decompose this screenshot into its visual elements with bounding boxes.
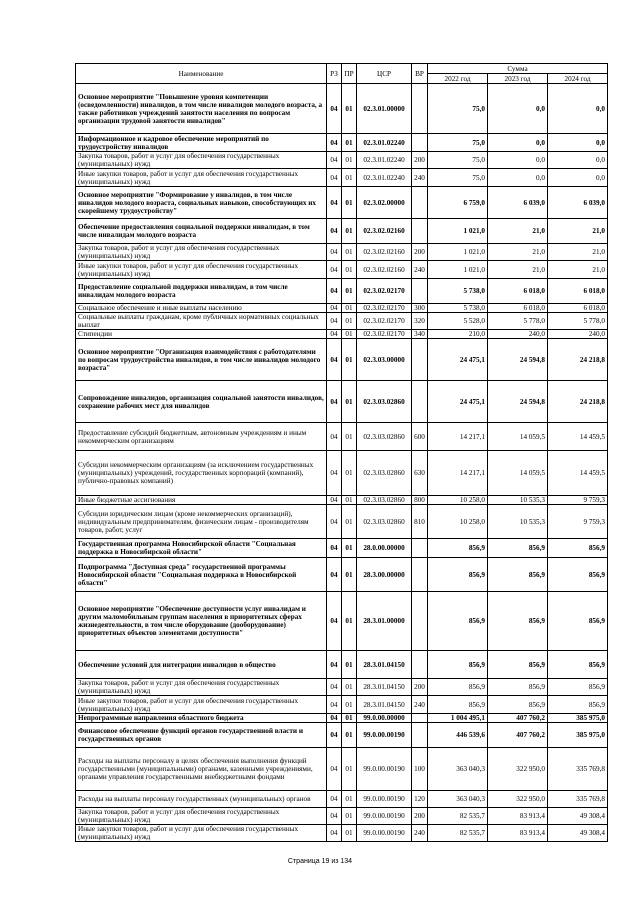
cell-pr: 01: [342, 451, 357, 496]
cell-rz: 04: [327, 187, 342, 219]
cell-vr: [412, 219, 428, 244]
cell-amount-2022: 210,0: [428, 330, 488, 339]
cell-vr: 200: [412, 679, 428, 696]
cell-amount-2024: 9 759,3: [548, 505, 608, 539]
page-number: Страница 19 из 134: [287, 858, 353, 865]
cell-csr: 02.3.03.02860: [357, 505, 412, 539]
cell-amount-2022: 363 040,3: [428, 748, 488, 791]
cell-amount-2023: 856,9: [488, 558, 548, 592]
cell-amount-2024: 49 308,4: [548, 825, 608, 842]
cell-name: Обеспечение предоставления социальной поддержки инвалидам, в том числе инвалидам молодого возраста: [76, 219, 327, 244]
cell-pr: 01: [342, 169, 357, 187]
cell-amount-2024: 0,0: [548, 169, 608, 187]
cell-vr: 800: [412, 496, 428, 505]
cell-amount-2023: 322 950,0: [488, 791, 548, 808]
table-row: [76, 313, 608, 330]
cell-amount-2023: 856,9: [488, 592, 548, 651]
cell-name: Иные закупки товаров, работ и услуг для обеспечения государственных (муниципальных) нужд: [76, 261, 327, 279]
cell-amount-2023: 856,9: [488, 696, 548, 714]
cell-rz: 04: [327, 651, 342, 679]
cell-name: Социальные выплаты гражданам, кроме публичных нормативных социальных выплат: [76, 313, 327, 330]
cell-csr: 28.3.00.00000: [357, 558, 412, 592]
cell-amount-2024: 856,9: [548, 592, 608, 651]
cell-csr: 99.0.00.00190: [357, 723, 412, 748]
cell-vr: 100: [412, 748, 428, 791]
cell-rz: 04: [327, 748, 342, 791]
cell-amount-2022: 14 217,1: [428, 423, 488, 451]
table-row: [76, 381, 608, 423]
cell-name: Расходы на выплаты персоналу государственных (муниципальных) органов: [76, 791, 327, 808]
cell-vr: 200: [412, 152, 428, 169]
cell-pr: 01: [342, 279, 357, 304]
cell-amount-2022: 75,0: [428, 84, 488, 134]
table-row: [76, 714, 608, 723]
cell-vr: [412, 187, 428, 219]
cell-amount-2024: 0,0: [548, 152, 608, 169]
cell-pr: 01: [342, 152, 357, 169]
cell-rz: 04: [327, 679, 342, 696]
cell-amount-2023: 24 594,8: [488, 381, 548, 423]
cell-csr: 99.0.00.00190: [357, 748, 412, 791]
cell-pr: 01: [342, 558, 357, 592]
cell-pr: 01: [342, 313, 357, 330]
cell-amount-2022: 10 258,0: [428, 496, 488, 505]
cell-amount-2022: 75,0: [428, 134, 488, 152]
cell-amount-2024: 9 759,3: [548, 496, 608, 505]
cell-vr: [412, 381, 428, 423]
cell-amount-2022: 1 021,0: [428, 244, 488, 261]
cell-csr: 02.3.01.02240: [357, 169, 412, 187]
cell-pr: 01: [342, 496, 357, 505]
cell-csr: 28.3.01.04150: [357, 679, 412, 696]
header-rz: РЗ: [327, 64, 342, 84]
cell-csr: 28.3.01.00000: [357, 592, 412, 651]
cell-csr: 02.3.03.02860: [357, 451, 412, 496]
cell-csr: 99.0.00.00190: [357, 791, 412, 808]
cell-amount-2022: 24 475,1: [428, 381, 488, 423]
cell-amount-2024: 6 039,0: [548, 187, 608, 219]
cell-amount-2024: 856,9: [548, 651, 608, 679]
cell-amount-2022: 856,9: [428, 679, 488, 696]
cell-pr: 01: [342, 244, 357, 261]
cell-csr: 99.0.00.00190: [357, 825, 412, 842]
cell-amount-2023: 856,9: [488, 679, 548, 696]
cell-amount-2024: 240,0: [548, 330, 608, 339]
cell-amount-2024: 21,0: [548, 261, 608, 279]
cell-amount-2024: 21,0: [548, 219, 608, 244]
cell-name: Подпрограмма "Доступная среда" государственной программы Новосибирской области "Социальная поддержка в Новосибирской области": [76, 558, 327, 592]
cell-csr: 02.3.03.00000: [357, 339, 412, 381]
cell-amount-2022: 446 539,6: [428, 723, 488, 748]
cell-pr: 01: [342, 808, 357, 825]
header-year-2023: 2023 год: [488, 74, 548, 84]
cell-csr: 02.3.02.00000: [357, 187, 412, 219]
header-sum: Сумма: [428, 64, 608, 74]
cell-amount-2022: 82 535,7: [428, 825, 488, 842]
cell-vr: 240: [412, 825, 428, 842]
table-row: [76, 723, 608, 748]
cell-vr: 240: [412, 261, 428, 279]
cell-vr: 200: [412, 808, 428, 825]
cell-pr: 01: [342, 539, 357, 558]
cell-amount-2022: 856,9: [428, 539, 488, 558]
cell-amount-2023: 21,0: [488, 244, 548, 261]
cell-rz: 04: [327, 496, 342, 505]
cell-amount-2024: 856,9: [548, 558, 608, 592]
cell-name: Иные закупки товаров, работ и услуг для обеспечения государственных (муниципальных) нужд: [76, 696, 327, 714]
cell-csr: 28.0.00.00000: [357, 539, 412, 558]
cell-rz: 04: [327, 696, 342, 714]
cell-amount-2023: 21,0: [488, 261, 548, 279]
cell-amount-2023: 856,9: [488, 539, 548, 558]
cell-amount-2022: 1 004 495,1: [428, 714, 488, 723]
cell-rz: 04: [327, 714, 342, 723]
cell-vr: [412, 339, 428, 381]
cell-amount-2022: 82 535,7: [428, 808, 488, 825]
table-row: [76, 423, 608, 451]
cell-pr: 01: [342, 505, 357, 539]
cell-vr: 340: [412, 330, 428, 339]
cell-amount-2022: 5 528,0: [428, 313, 488, 330]
cell-name: Иные закупки товаров, работ и услуг для обеспечения государственных (муниципальных) нужд: [76, 825, 327, 842]
cell-amount-2022: 6 759,0: [428, 187, 488, 219]
cell-amount-2024: 14 459,5: [548, 423, 608, 451]
cell-amount-2022: 1 021,0: [428, 261, 488, 279]
cell-pr: 01: [342, 592, 357, 651]
cell-rz: 04: [327, 791, 342, 808]
header-vr: ВР: [412, 64, 428, 84]
cell-amount-2023: 83 913,4: [488, 825, 548, 842]
cell-amount-2023: 407 760,2: [488, 714, 548, 723]
cell-amount-2022: 856,9: [428, 592, 488, 651]
cell-name: Иные закупки товаров, работ и услуг для обеспечения государственных (муниципальных) нужд: [76, 169, 327, 187]
cell-amount-2023: 856,9: [488, 651, 548, 679]
table-row: [76, 451, 608, 496]
cell-name: Иные бюджетные ассигнования: [76, 496, 327, 505]
cell-amount-2022: 14 217,1: [428, 451, 488, 496]
cell-rz: 04: [327, 134, 342, 152]
header-year-2022: 2022 год: [428, 74, 488, 84]
cell-amount-2023: 5 778,0: [488, 313, 548, 330]
cell-pr: 01: [342, 187, 357, 219]
cell-rz: 04: [327, 244, 342, 261]
cell-amount-2023: 6 039,0: [488, 187, 548, 219]
cell-amount-2023: 0,0: [488, 169, 548, 187]
cell-pr: 01: [342, 679, 357, 696]
cell-amount-2022: 363 040,3: [428, 791, 488, 808]
table-row: [76, 304, 608, 313]
cell-amount-2024: 856,9: [548, 539, 608, 558]
cell-name: Расходы на выплаты персоналу в целях обеспечения выполнения функций государственными (муниципальными) органами, казенными учреждениями, органами управления государственными внебюджетными фондами: [76, 748, 327, 791]
cell-name: Стипендии: [76, 330, 327, 339]
cell-rz: 04: [327, 219, 342, 244]
cell-rz: 04: [327, 423, 342, 451]
cell-amount-2023: 322 950,0: [488, 748, 548, 791]
cell-name: Непрограммные направления областного бюджета: [76, 714, 327, 723]
cell-pr: 01: [342, 261, 357, 279]
table-row: [76, 244, 608, 261]
cell-amount-2023: 6 018,0: [488, 304, 548, 313]
cell-name: Предоставление субсидий бюджетным, автономным учреждениям и иным некоммерческим организациям: [76, 423, 327, 451]
table-row: [76, 219, 608, 244]
cell-amount-2022: 75,0: [428, 152, 488, 169]
cell-amount-2023: 0,0: [488, 152, 548, 169]
table-row: [76, 169, 608, 187]
cell-rz: 04: [327, 808, 342, 825]
table-row: [76, 261, 608, 279]
cell-rz: 04: [327, 723, 342, 748]
table-row: [76, 279, 608, 304]
cell-amount-2024: 856,9: [548, 679, 608, 696]
cell-amount-2024: 335 769,8: [548, 748, 608, 791]
cell-amount-2024: 385 975,0: [548, 714, 608, 723]
cell-amount-2023: 407 760,2: [488, 723, 548, 748]
cell-csr: 02.3.02.02160: [357, 219, 412, 244]
table-row: [76, 808, 608, 825]
cell-pr: 01: [342, 134, 357, 152]
cell-pr: 01: [342, 84, 357, 134]
cell-csr: 99.0.00.00000: [357, 714, 412, 723]
cell-amount-2022: 10 258,0: [428, 505, 488, 539]
cell-rz: 04: [327, 304, 342, 313]
cell-amount-2023: 21,0: [488, 219, 548, 244]
table-row: [76, 825, 608, 842]
table-row: [76, 696, 608, 714]
cell-amount-2023: 10 535,3: [488, 505, 548, 539]
cell-name: Сопровождение инвалидов, организация социальной занятости инвалидов, сохранение рабочих мест для инвалидов: [76, 381, 327, 423]
cell-csr: 28.3.01.04150: [357, 651, 412, 679]
cell-rz: 04: [327, 261, 342, 279]
cell-rz: 04: [327, 84, 342, 134]
cell-csr: 02.3.02.02160: [357, 244, 412, 261]
cell-name: Предоставление социальной поддержки инвалидам, в том числе инвалидам молодого возраста: [76, 279, 327, 304]
cell-amount-2022: 856,9: [428, 651, 488, 679]
cell-amount-2022: 75,0: [428, 169, 488, 187]
cell-amount-2024: 335 769,8: [548, 791, 608, 808]
cell-csr: 02.3.01.02240: [357, 134, 412, 152]
cell-pr: 01: [342, 748, 357, 791]
cell-amount-2023: 83 913,4: [488, 808, 548, 825]
cell-name: Основное мероприятие "Организация взаимодействия с работодателями по вопросам трудоустройства инвалидов, в том числе инвалидов молодого возраста": [76, 339, 327, 381]
cell-amount-2024: 24 218,8: [548, 339, 608, 381]
table-row: [76, 748, 608, 791]
cell-rz: 04: [327, 539, 342, 558]
cell-name: Закупка товаров, работ и услуг для обеспечения государственных (муниципальных) нужд: [76, 679, 327, 696]
cell-amount-2023: 0,0: [488, 84, 548, 134]
cell-rz: 04: [327, 152, 342, 169]
cell-amount-2022: 1 021,0: [428, 219, 488, 244]
header-pr: ПР: [342, 64, 357, 84]
cell-vr: 300: [412, 304, 428, 313]
table-row: [76, 339, 608, 381]
cell-vr: [412, 651, 428, 679]
cell-pr: 01: [342, 696, 357, 714]
cell-amount-2023: 0,0: [488, 134, 548, 152]
cell-csr: 02.3.02.02170: [357, 304, 412, 313]
cell-amount-2023: 14 059,5: [488, 423, 548, 451]
table-row: [76, 152, 608, 169]
cell-vr: [412, 558, 428, 592]
cell-vr: [412, 279, 428, 304]
cell-pr: 01: [342, 723, 357, 748]
table-row: [76, 505, 608, 539]
cell-vr: [412, 592, 428, 651]
cell-pr: 01: [342, 304, 357, 313]
table-row: [76, 791, 608, 808]
cell-amount-2022: 5 738,0: [428, 304, 488, 313]
cell-rz: 04: [327, 169, 342, 187]
cell-name: Государственная программа Новосибирской области "Социальная поддержка в Новосибирской области": [76, 539, 327, 558]
cell-name: Социальное обеспечение и иные выплаты населению: [76, 304, 327, 313]
cell-amount-2023: 6 018,0: [488, 279, 548, 304]
cell-csr: 02.3.01.02240: [357, 152, 412, 169]
cell-vr: 240: [412, 696, 428, 714]
cell-name: Обеспечение условий для интеграции инвалидов в общество: [76, 651, 327, 679]
cell-rz: 04: [327, 279, 342, 304]
cell-amount-2024: 21,0: [548, 244, 608, 261]
cell-amount-2022: 5 738,0: [428, 279, 488, 304]
cell-rz: 04: [327, 558, 342, 592]
cell-amount-2022: 856,9: [428, 558, 488, 592]
cell-amount-2024: 49 308,4: [548, 808, 608, 825]
cell-rz: 04: [327, 381, 342, 423]
cell-rz: 04: [327, 825, 342, 842]
cell-vr: 320: [412, 313, 428, 330]
cell-amount-2024: 0,0: [548, 84, 608, 134]
cell-pr: 01: [342, 219, 357, 244]
cell-name: Основное мероприятие "Формирование у инвалидов, в том числе инвалидов молодого возраста, социальных навыков, способствующих их скорейшему трудоустройству": [76, 187, 327, 219]
cell-vr: 810: [412, 505, 428, 539]
table-row: [76, 496, 608, 505]
cell-csr: 02.3.03.02860: [357, 381, 412, 423]
table-row: [76, 558, 608, 592]
cell-csr: 28.3.01.04150: [357, 696, 412, 714]
cell-name: Основное мероприятие "Обеспечение доступности услуг инвалидам и другим маломобильным группам населения в приоритетных сферах жизнедеятельности, в том числе оборудование (дооборудование) приоритетных объектов элементами доступности": [76, 592, 327, 651]
table-row: [76, 330, 608, 339]
cell-name: Закупка товаров, работ и услуг для обеспечения государственных (муниципальных) нужд: [76, 152, 327, 169]
cell-vr: [412, 539, 428, 558]
table-body: [76, 84, 608, 842]
cell-pr: 01: [342, 714, 357, 723]
cell-rz: 04: [327, 330, 342, 339]
cell-pr: 01: [342, 791, 357, 808]
cell-amount-2022: 24 475,1: [428, 339, 488, 381]
cell-amount-2022: 856,9: [428, 696, 488, 714]
cell-pr: 01: [342, 330, 357, 339]
cell-rz: 04: [327, 451, 342, 496]
cell-name: Субсидии некоммерческим организациям (за исключением государственных (муниципальных) учреждений, государственных корпораций (компаний), публично-правовых компаний): [76, 451, 327, 496]
cell-name: Финансовое обеспечение функций органов государственной власти и государственных органов: [76, 723, 327, 748]
header-name: Наименование: [76, 64, 327, 84]
cell-vr: 240: [412, 169, 428, 187]
cell-amount-2023: 240,0: [488, 330, 548, 339]
table-row: [76, 84, 608, 134]
cell-amount-2023: 24 594,8: [488, 339, 548, 381]
cell-rz: 04: [327, 505, 342, 539]
cell-vr: 600: [412, 423, 428, 451]
cell-csr: 02.3.01.00000: [357, 84, 412, 134]
cell-vr: [412, 84, 428, 134]
cell-pr: 01: [342, 825, 357, 842]
cell-name: Закупка товаров, работ и услуг для обеспечения государственных (муниципальных) нужд: [76, 808, 327, 825]
cell-csr: 02.3.02.02170: [357, 279, 412, 304]
cell-csr: 02.3.03.02860: [357, 423, 412, 451]
table-row: [76, 187, 608, 219]
cell-csr: 02.3.02.02160: [357, 261, 412, 279]
cell-vr: 630: [412, 451, 428, 496]
header-csr: ЦСР: [357, 64, 412, 84]
cell-csr: 99.0.00.00190: [357, 808, 412, 825]
cell-amount-2024: 24 218,8: [548, 381, 608, 423]
header-year-2024: 2024 год: [548, 74, 608, 84]
cell-name: Основное мероприятие "Повышение уровня компетенции (осведомленности) инвалидов, в том числе инвалидов молодого возраста, а также работников учреждений занятости населения по вопросам организации трудовой занятости инвалидов": [76, 84, 327, 134]
cell-rz: 04: [327, 592, 342, 651]
cell-pr: 01: [342, 339, 357, 381]
cell-amount-2024: 0,0: [548, 134, 608, 152]
cell-amount-2024: 6 018,0: [548, 279, 608, 304]
cell-vr: [412, 714, 428, 723]
table-row: [76, 651, 608, 679]
cell-pr: 01: [342, 423, 357, 451]
table-row: [76, 539, 608, 558]
cell-pr: 01: [342, 381, 357, 423]
cell-rz: 04: [327, 339, 342, 381]
cell-amount-2023: 14 059,5: [488, 451, 548, 496]
cell-name: Информационное и кадровое обеспечение мероприятий по трудоустройству инвалидов: [76, 134, 327, 152]
cell-amount-2024: 14 459,5: [548, 451, 608, 496]
cell-rz: 04: [327, 313, 342, 330]
cell-name: Закупка товаров, работ и услуг для обеспечения государственных (муниципальных) нужд: [76, 244, 327, 261]
table-row: [76, 592, 608, 651]
cell-amount-2024: 6 018,0: [548, 304, 608, 313]
cell-csr: 02.3.03.02860: [357, 496, 412, 505]
cell-pr: 01: [342, 651, 357, 679]
cell-vr: 120: [412, 791, 428, 808]
cell-vr: [412, 134, 428, 152]
cell-amount-2024: 5 778,0: [548, 313, 608, 330]
cell-amount-2023: 10 535,3: [488, 496, 548, 505]
cell-csr: 02.3.02.02170: [357, 313, 412, 330]
cell-amount-2024: 385 975,0: [548, 723, 608, 748]
cell-vr: [412, 723, 428, 748]
table-row: [76, 134, 608, 152]
budget-table: [75, 63, 608, 842]
cell-vr: 200: [412, 244, 428, 261]
cell-csr: 02.3.02.02170: [357, 330, 412, 339]
cell-name: Субсидии юридическим лицам (кроме некоммерческих организаций), индивидуальным предпринимателям, физическим лицам - производителям товаров, работ, услуг: [76, 505, 327, 539]
table-header: [76, 64, 608, 84]
cell-amount-2024: 856,9: [548, 696, 608, 714]
table-row: [76, 679, 608, 696]
